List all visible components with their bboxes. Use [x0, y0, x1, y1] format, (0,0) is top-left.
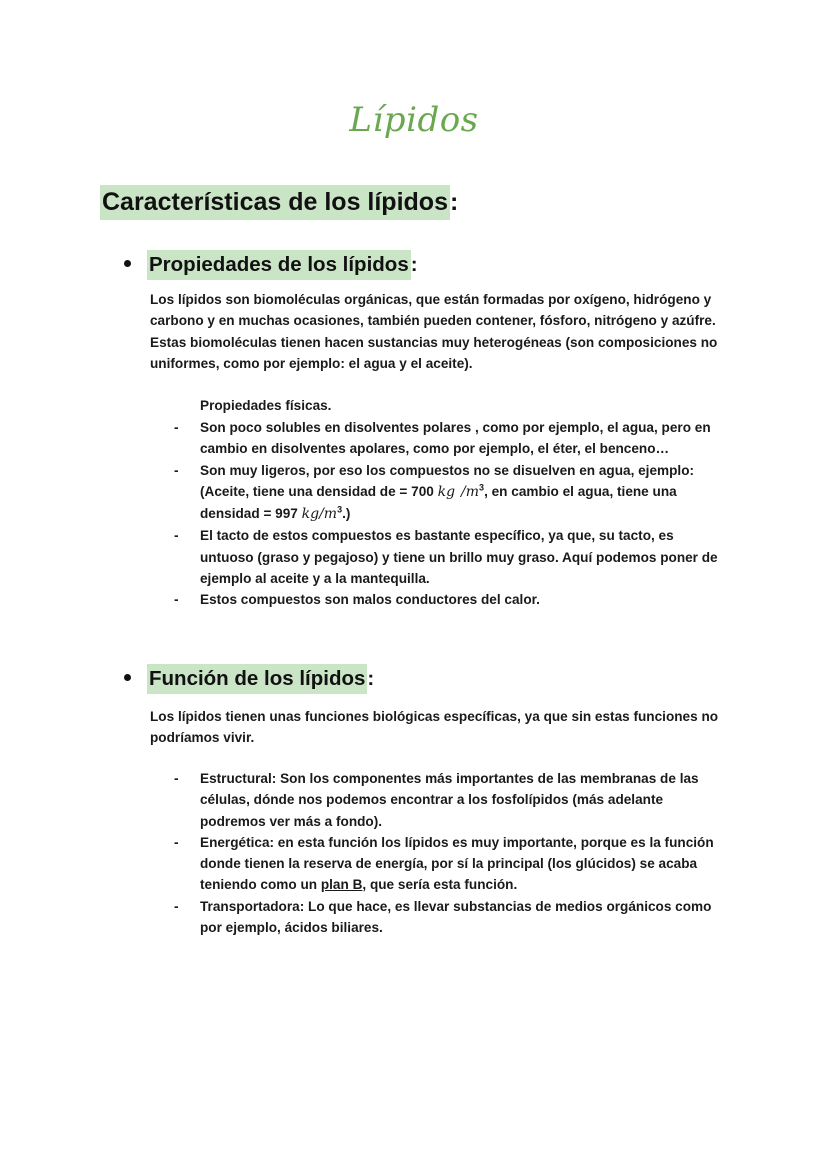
propiedades-paragraph: Los lípidos son biomoléculas orgánicas, que están formadas por oxígeno, hidrógeno y carbono y en muchas ocasiones, también pueden contener, fósforo, nitrógeno y azúfre. Estas biomoléculas tienen hacen sustancias muy heterogéneas (son composiciones no uniformes, como por ejemplo: el agua y el aceite). [150, 292, 718, 371]
unit-exponent: 3 [479, 482, 485, 493]
unit-per-m: /m [319, 506, 338, 523]
dash-bullet: - [174, 771, 179, 786]
subheading-colon: : [367, 667, 375, 690]
plan-b-link: plan B [320, 877, 363, 893]
propiedades-list [150, 417, 730, 611]
list-item-text-cont: , que sería esta función. [362, 877, 518, 893]
unit-exponent: 3 [337, 504, 343, 515]
unit-kg: kg [301, 506, 320, 523]
subheading-funcion [124, 667, 374, 691]
subheading-colon: : [410, 253, 418, 276]
section-heading-colon: : [449, 188, 459, 216]
funcion-paragraph: Los lípidos tienen unas funciones biológicas específicas, ya que sin estas funciones no podríamos vivir. [150, 709, 719, 746]
section-heading-text: Características de los lípidos [100, 185, 450, 220]
propiedades-fisicas-label: Propiedades físicas. [200, 398, 332, 413]
funcion-list [150, 768, 730, 938]
bullet-icon [124, 260, 131, 267]
list-item [150, 525, 730, 589]
list-item-text: El tacto de estos compuestos es bastante específico, ya que, su tacto, es untuoso (graso y pegajoso) y tiene un brillo muy graso. Aquí podemos poner de ejemplo al aceite y a la mantequilla. [200, 528, 718, 587]
list-item [150, 896, 730, 939]
list-item-text: Energética: en esta función los lípidos es muy importante, porque es la función donde tienen la reserva de energía, por sí la principal (los glúcidos) se acaba teniendo como un [200, 834, 714, 893]
list-item-text: Son poco solubles en disolventes polares , como por ejemplo, el agua, pero en cambio en disolventes apolares, como por ejemplo, el éter, el benceno… [200, 420, 711, 457]
list-item-text: Estructural: Son los componentes más importantes de las membranas de las células, dónde nos podemos encontrar a los fosfolípidos (más adelante podremos ver más a fondo). [200, 771, 699, 829]
dash-bullet: - [174, 420, 179, 435]
dash-bullet: - [174, 528, 179, 544]
list-item-text-end: .) [342, 506, 351, 522]
list-item [150, 832, 730, 896]
list-item [150, 589, 730, 610]
list-item-text: Transportadora: Lo que hace, es llevar substancias de medios orgánicos como por ejemplo, ácidos biliares. [200, 898, 712, 936]
list-item [150, 417, 730, 460]
bullet-icon [124, 674, 131, 681]
dash-bullet: - [174, 462, 179, 478]
subheading-propiedades-text: Propiedades de los lípidos [147, 250, 411, 280]
section-heading-caracteristicas [100, 188, 458, 217]
list-item-text: Estos compuestos son malos conductores del calor. [200, 592, 540, 608]
subheading-funcion-text: Función de los lípidos [147, 664, 367, 694]
dash-bullet: - [174, 592, 179, 608]
list-item [150, 768, 730, 832]
dash-bullet: - [174, 898, 179, 914]
unit-kg: kg [437, 483, 456, 500]
document-title: Lípidos [349, 100, 479, 140]
list-item-text-cont: , en cambio el agua, tiene una densidad = 997 [200, 483, 677, 522]
subheading-propiedades [124, 253, 418, 277]
dash-bullet: - [174, 834, 179, 850]
list-item [150, 460, 730, 526]
unit-per-m: /m [461, 483, 480, 500]
list-item-text: Son muy ligeros, por eso los compuestos no se disuelven en agua, ejemplo: (Aceite, tiene una densidad de = 700 [200, 462, 695, 499]
